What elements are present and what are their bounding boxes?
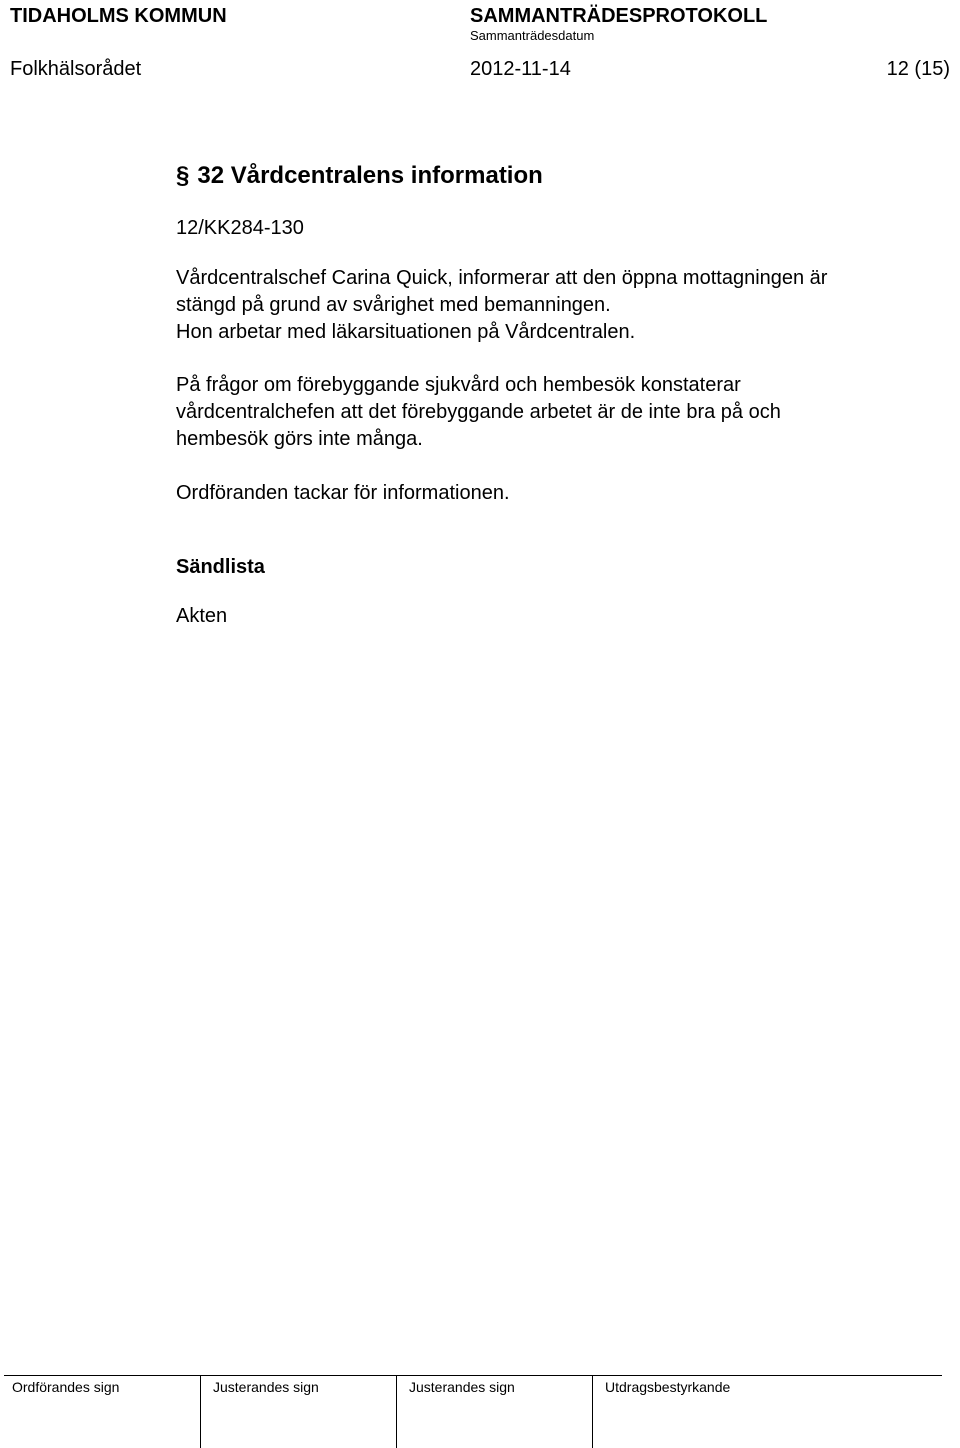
distribution-heading: Sändlista	[176, 556, 265, 578]
page-number: 12 (15)	[886, 58, 950, 80]
paragraph-line: Hon arbetar med läkarsituationen på Vårdcentralen.	[176, 321, 636, 343]
paragraph	[176, 480, 510, 507]
paragraph-line: Vårdcentralschef Carina Quick, informerar att den öppna mottagningen är	[176, 267, 828, 289]
document-type: SAMMANTRÄDESPROTOKOLL	[470, 5, 768, 27]
section-heading	[176, 160, 543, 192]
date-label: Sammanträdesdatum	[470, 28, 595, 43]
section-title: 32 Vårdcentralens information	[197, 162, 543, 189]
signature-adjuster-1: Justerandes sign	[200, 1376, 396, 1448]
signature-chair: Ordförandes sign	[12, 1379, 120, 1395]
meeting-date: 2012-11-14	[470, 58, 571, 80]
signature-excerpt-certification: Utdragsbestyrkande	[592, 1376, 942, 1448]
paragraph-line: stängd på grund av svårighet med bemanningen.	[176, 294, 611, 316]
paragraph	[176, 265, 827, 346]
paragraph-line: På frågor om förebyggande sjukvård och hembesök konstaterar	[176, 374, 741, 396]
body-name: Folkhälsorådet	[10, 58, 142, 80]
section-symbol: §	[176, 162, 190, 189]
distribution-recipient: Akten	[176, 605, 228, 627]
paragraph	[176, 372, 781, 453]
paragraph-line: hembesök görs inte många.	[176, 428, 423, 450]
organization-name: TIDAHOLMS KOMMUN	[10, 5, 227, 27]
case-reference: 12/KK284-130	[176, 217, 304, 239]
signature-adjuster-2: Justerandes sign	[396, 1376, 592, 1448]
paragraph-line: Ordföranden tackar för informationen.	[176, 482, 510, 504]
paragraph-line: vårdcentralchefen att det förebyggande arbetet är de inte bra på och	[176, 401, 781, 423]
signature-table	[4, 1375, 942, 1447]
